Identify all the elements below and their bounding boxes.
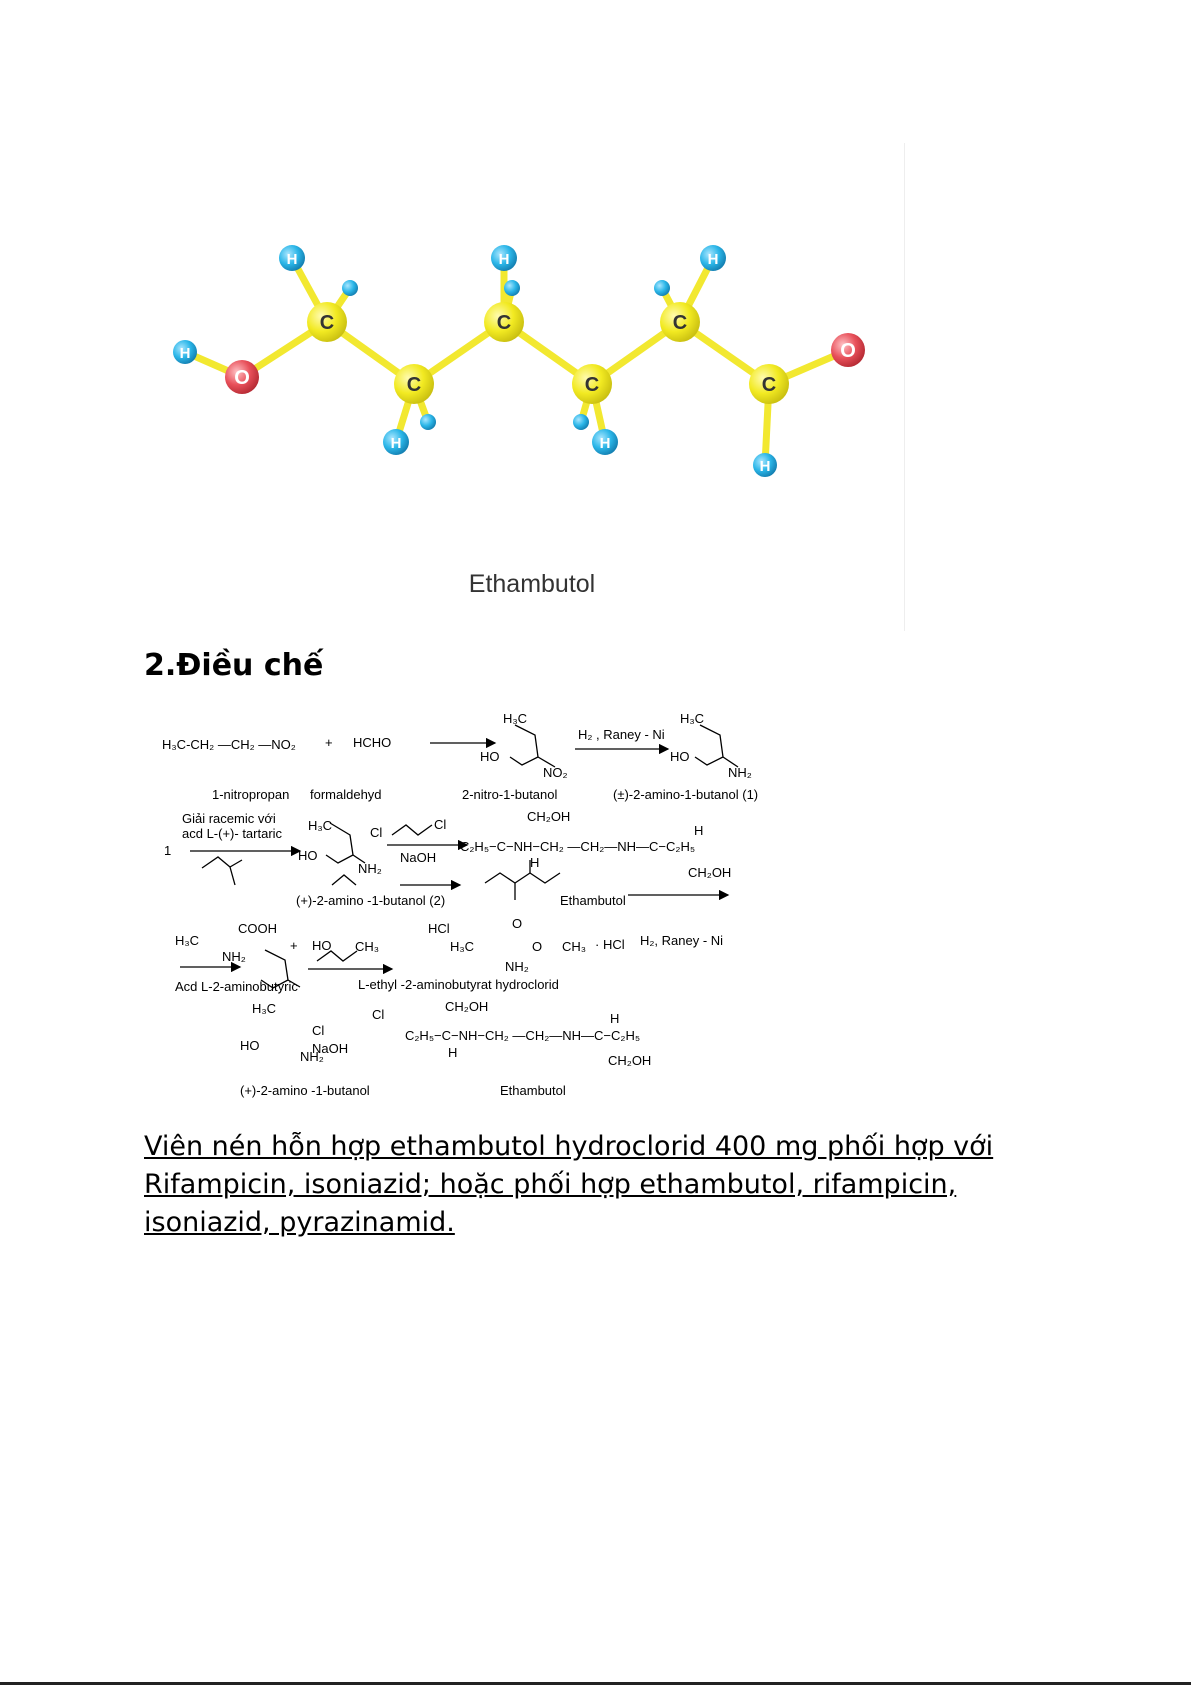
label-cl: Cl [312,1023,325,1038]
label-nh2: NH₂ [222,949,246,964]
label-h: H [694,823,704,838]
label-cooh: COOH [238,921,277,936]
label-ch3: CH₃ [355,939,380,954]
synthesis-scheme [160,705,820,1105]
name-2-amino-1-butanol-1: (±)-2-amino-1-butanol (1) [613,787,759,802]
figure1-caption: Ethambutol [468,570,596,598]
label-ho: HO [240,1038,260,1053]
name-2-amino-1-butanol-2: (+)-2-amino -1-butanol (2) [296,893,446,908]
label-ho: HO [298,848,318,863]
svg-text:C: C [584,374,600,396]
body-paragraph: Viên nén hỗn hợp ethambutol hydroclorid 400 mg phối hợp với Rifampicin, isoniazid; hoặc phối hợp ethambutol, rifampicin, isoniazid, pyrazinamid. [144,1131,994,1238]
arrow-label-h2-raney-ni: H₂ , Raney - Ni [578,727,665,742]
svg-text:O: O [840,340,856,362]
label-h: H [530,855,540,870]
svg-text:C: C [672,312,688,334]
label-o: O [532,939,543,954]
label-h3c: H₃C [308,818,333,833]
plus-sign: + [290,938,298,953]
plus-sign: + [325,735,333,750]
ethambutol-chain: C₂H₅−C−NH−CH₂ —CH₂—NH—C−C₂H₅ [460,839,696,854]
label-h: H [448,1045,458,1060]
section-heading: 2.Điều chế [144,648,324,683]
label-ch2oh: CH₂OH [527,809,571,824]
label-ch2oh: CH₂OH [445,999,489,1014]
label-ch2oh: CH₂OH [608,1053,652,1068]
reactant-formaldehyd: HCHO [353,735,392,750]
label-ho: HO [480,749,500,764]
svg-text:H: H [707,251,719,268]
name-ethambutol: Ethambutol [560,893,626,908]
label-ho: HO [670,749,690,764]
label-nh2: NH₂ [300,1049,324,1064]
atoms [173,245,865,477]
label-cl: Cl [370,825,383,840]
name-2-amino-1-butanol: (+)-2-amino -1-butanol [240,1083,370,1098]
svg-text:C: C [761,374,777,396]
svg-text:O: O [234,367,250,389]
reagent-hcl: HCl [428,921,450,936]
label-nh2: NH₂ [728,765,752,780]
name-formaldehyd: formaldehyd [310,787,382,802]
reactant-1-nitropropan: H₃C-CH₂ —CH₂ —NO₂ [162,737,296,752]
ethambutol-3d-model [140,140,906,630]
label-ch3: CH₃ [562,939,587,954]
label-nh2: NH₂ [358,861,382,876]
svg-text:C: C [406,374,422,396]
ethambutol-chain: C₂H₅−C−NH−CH₂ —CH₂—NH—C−C₂H₅ [405,1028,641,1043]
svg-text:H: H [179,345,191,362]
label-h3c: H₃C [450,939,475,954]
label-o: O [512,916,523,931]
compound-1-ref: 1 [164,843,172,858]
label-h3c: H₃C [175,933,200,948]
svg-text:H: H [286,251,298,268]
salt-hcl: · HCl [595,937,625,952]
label-cl: Cl [372,1007,385,1022]
label-no2: NO₂ [543,765,568,780]
name-ethyl-aminobutyrat: L-ethyl -2-aminobutyrat hydroclorid [358,977,559,992]
arrow-label-h2-raney-ni: H₂, Raney - Ni [640,933,724,948]
figure1-border [904,143,905,631]
base-naoh: NaOH [312,1041,349,1056]
svg-text:H: H [599,435,611,452]
name-1-nitropropan: 1-nitropropan [212,787,290,802]
resolve-line-2: acd L-(+)- tartaric [182,826,283,841]
resolve-line-1: Giải racemic với [182,811,276,826]
base-naoh: NaOH [400,850,437,865]
name-aminobutyric-acid: Acd L-2-aminobutyric [175,979,298,994]
svg-text:H: H [759,458,771,475]
svg-text:H: H [498,251,510,268]
label-h3c: H₃C [252,1001,277,1016]
label-cl: Cl [434,817,447,832]
svg-text:C: C [319,312,335,334]
label-ch2oh: CH₂OH [688,865,732,880]
svg-text:H: H [390,435,402,452]
label-h3c: H₃C [503,711,528,726]
label-nh2: NH₂ [505,959,529,974]
name-2-nitro-1-butanol: 2-nitro-1-butanol [462,787,558,802]
name-ethambutol: Ethambutol [500,1083,566,1098]
label-h3c: H₃C [680,711,705,726]
label-ho: HO [312,938,332,953]
svg-text:C: C [496,312,512,334]
label-h: H [610,1011,620,1026]
